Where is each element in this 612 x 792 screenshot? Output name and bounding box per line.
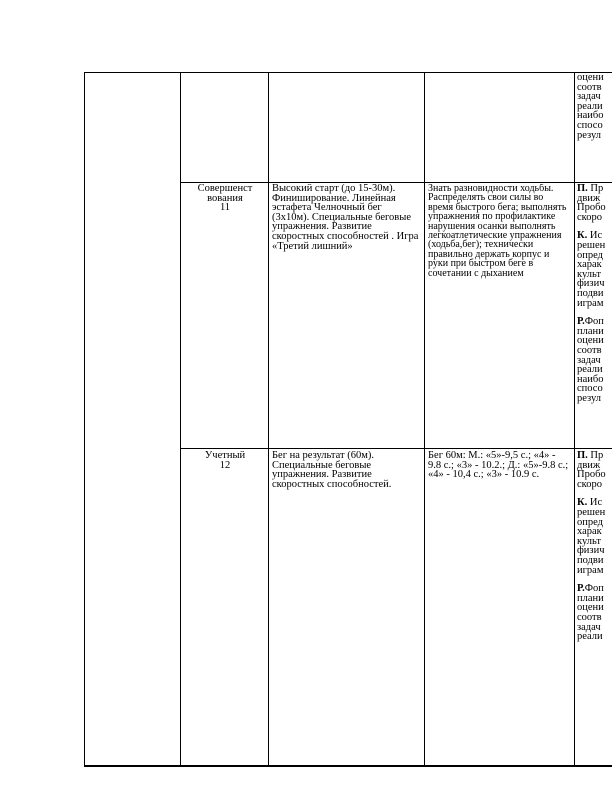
- row11-uud-r-line-8: спосо: [577, 383, 603, 395]
- row11-uud-r-line-7: наибо: [577, 373, 604, 385]
- top-line-7: резул: [577, 129, 601, 141]
- row12-stage-cell: [183, 451, 267, 763]
- row11-uud-r-line-5: задач: [577, 354, 601, 366]
- row12-uud-k-line-3: опред: [577, 516, 603, 528]
- col-divider-3: [424, 72, 425, 767]
- row12-uud-r-line-4: соотв: [577, 611, 602, 623]
- row11-uud-k-line-2: решен: [577, 239, 606, 251]
- row11-uud-r-line-3: оцени: [577, 335, 604, 347]
- table-left-border: [84, 72, 85, 767]
- row11-uud-k-line-5: культ: [577, 268, 601, 280]
- row11-requirements: Знать разновидности ходьбы. Распределять свои силы во время быстрого бега; выполнять упражнения по профилактике нарушения осанки выполнять легкоатлетические упражнения (ходьба,бег); технически правильно держать корпус и руки при быстром беге в сочетании с дыханием: [428, 184, 567, 279]
- row12-uud-r-line-3: оцени: [577, 602, 604, 614]
- row11-stage-cell: [183, 184, 267, 444]
- row11-uud-p-line-1: Пр: [587, 184, 604, 194]
- row12-uud-r-line-1: Фоп: [584, 583, 604, 595]
- row11-uud-p-line-4: скоро: [577, 211, 602, 223]
- row12-requirements-cell: [428, 451, 570, 763]
- table-top-border: [84, 72, 612, 73]
- col-divider-4: [574, 72, 575, 767]
- top-line-5: наибо: [577, 110, 604, 122]
- row12-uud-k-prefix: К.: [577, 497, 588, 509]
- row12-uud-r-prefix: Р.: [577, 583, 585, 595]
- row11-uud-k-line-3: опред: [577, 249, 603, 261]
- row12-uud-k: [577, 498, 612, 575]
- row12-uud-p-line-1: Пр: [587, 451, 604, 461]
- row11-uud-k-prefix: К.: [577, 230, 588, 242]
- row11-uud-r: [577, 317, 612, 403]
- row11-requirements-cell: [428, 184, 570, 444]
- row12-uud-k-line-1: Ис: [587, 497, 603, 509]
- row11-uud-cell: [577, 184, 612, 447]
- top-line-1: оцени: [577, 73, 604, 83]
- row12-uud-p-line-3: Пробо: [577, 469, 606, 481]
- table-bottom-border: [84, 765, 612, 767]
- row-divider-2: [180, 448, 612, 449]
- row11-stage: Совершенст вования: [197, 184, 253, 204]
- row12-uud-r-line-5: задач: [577, 621, 601, 633]
- row12-uud-k-line-2: решен: [577, 506, 606, 518]
- row11-uud-k-line-4: харак: [577, 259, 602, 271]
- top-line-4: реали: [577, 100, 603, 112]
- row11-uud-r-line-2: плани: [577, 325, 604, 337]
- top-line-6: спосо: [577, 119, 603, 131]
- row11-uud-p-line-3: Пробо: [577, 202, 606, 214]
- row11-uud-p-line-2: движ: [577, 192, 601, 204]
- top-line-2: соотв: [577, 81, 602, 93]
- row12-uud-p: [577, 451, 612, 489]
- row12-uud-p-line-4: скоро: [577, 478, 602, 490]
- row11-uud-r-prefix: Р.: [577, 316, 585, 328]
- col-divider-1: [180, 72, 181, 767]
- row12-content-cell: [272, 451, 420, 763]
- row-divider-1: [180, 182, 612, 183]
- row11-lesson-number: 11: [219, 202, 231, 214]
- row11-uud-r-line-4: соотв: [577, 344, 602, 356]
- col-divider-2: [268, 72, 269, 767]
- row12-content: Бег на результат (60м). Специальные беговые упражнения. Развитие скоростных способностей.: [272, 451, 392, 490]
- row12-uud-r-line-2: плани: [577, 592, 604, 604]
- top-row-uud-cell: [577, 73, 612, 181]
- row11-uud-k: [577, 231, 612, 308]
- row12-uud-p-prefix: П.: [577, 451, 588, 461]
- row11-content: Высокий старт (до 15-30м). Финиширование. Линейная эстафета Челночный бег (3х10м). Специальные беговые упражнения. Развитие скоростных способностей . Игра «Третий лишний»: [272, 184, 419, 252]
- row11-uud-r-line-1: Фоп: [584, 316, 604, 328]
- row12-uud-k-line-8: играм: [577, 564, 604, 576]
- row12-uud-p-line-2: движ: [577, 459, 601, 471]
- row11-uud-k-line-7: подви: [577, 287, 604, 299]
- row11-uud-r-line-9: резул: [577, 392, 601, 404]
- row11-uud-k-line-1: Ис: [587, 230, 603, 242]
- row11-uud-k-line-8: играм: [577, 297, 604, 309]
- row11-uud-p-prefix: П.: [577, 184, 588, 194]
- row11-uud-r-line-6: реали: [577, 364, 603, 376]
- row12-uud-k-line-5: культ: [577, 535, 601, 547]
- row11-uud-k-line-6: физич: [577, 278, 605, 290]
- row12-uud-cell: [577, 451, 612, 764]
- row12-lesson-number: 12: [219, 459, 231, 471]
- row11-uud-p: [577, 184, 612, 222]
- row12-stage: Учетный: [204, 451, 246, 461]
- row12-uud-k-line-6: физич: [577, 545, 605, 557]
- top-line-3: задач: [577, 91, 601, 103]
- row12-uud-k-line-4: харак: [577, 526, 602, 538]
- row12-uud-k-line-7: подви: [577, 554, 604, 566]
- row12-requirements: Бег 60м: М.: «5»-9,5 с.; «4» - 9.8 с.; «3» - 10.2.; Д.: «5»-9.8 с.; «4» - 10,4 с.; «3» - 10.9 с.: [428, 451, 569, 481]
- row12-uud-r-line-6: реали: [577, 631, 603, 643]
- row12-uud-r: [577, 584, 612, 642]
- row11-content-cell: [272, 184, 420, 444]
